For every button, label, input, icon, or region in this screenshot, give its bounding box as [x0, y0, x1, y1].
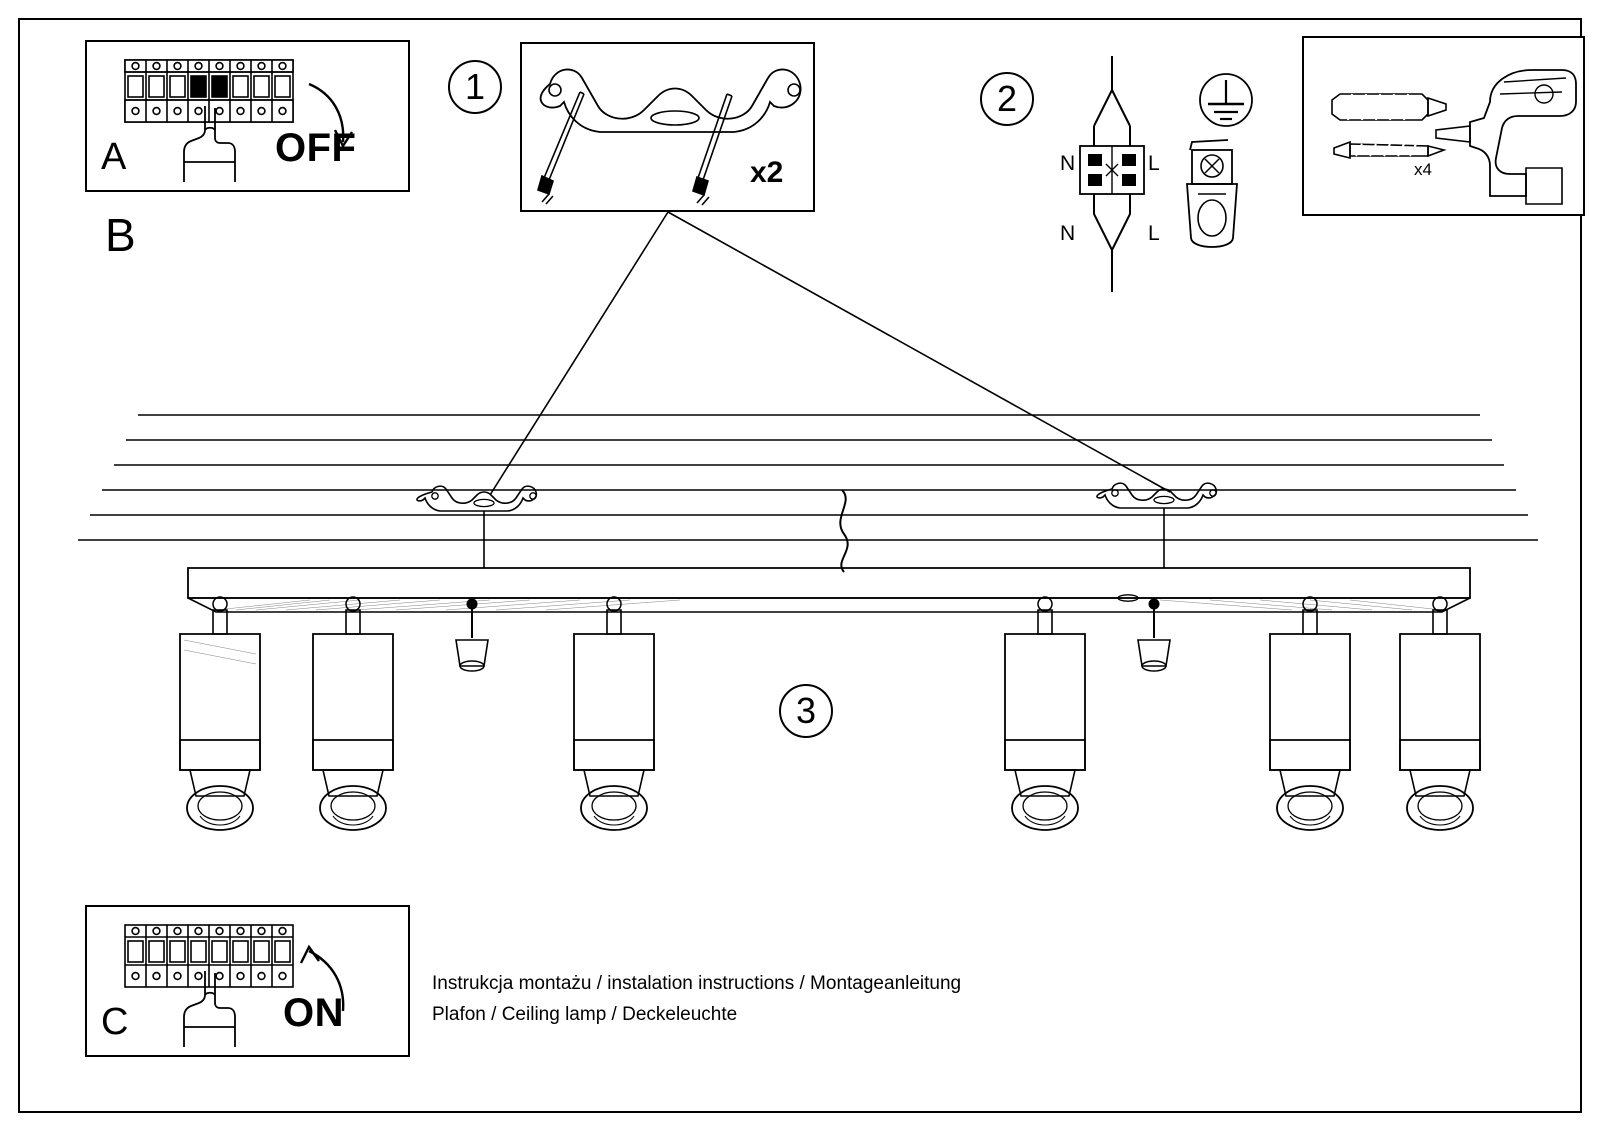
lamp-bar	[188, 568, 1470, 612]
panel-step-1-bracket	[520, 42, 815, 212]
earth-ground-icon	[1200, 74, 1252, 126]
terminal-label-n-top: N	[1060, 152, 1076, 175]
wall-plug-icon	[1332, 94, 1446, 120]
panel-c-switch-on	[85, 905, 410, 1057]
panel-a-switch-off	[85, 40, 410, 192]
panel-a-graphic	[87, 42, 408, 190]
supply-cable	[840, 490, 847, 572]
circuit-breaker-icon	[125, 925, 293, 987]
panel-tools-graphic	[1304, 38, 1583, 214]
spotlight-1	[180, 597, 260, 830]
mounting-bracket-icon	[541, 69, 801, 132]
caption-line-2: Plafon / Ceiling lamp / Deckeleuchte	[432, 1004, 738, 1025]
cable-outlet-right	[1138, 599, 1170, 672]
terminal-label-l-top: L	[1148, 152, 1160, 175]
tools-quantity: x4	[1414, 160, 1432, 179]
ceiling-bar-lamp-assembly	[60, 200, 1540, 880]
terminal-label-l-bottom: L	[1148, 222, 1160, 245]
spotlight-6	[1400, 597, 1480, 830]
spotlight-5	[1270, 597, 1350, 830]
step-3-number: 3	[779, 684, 833, 738]
step-2-number: 2	[980, 72, 1034, 126]
panel-a-letter: A	[101, 136, 127, 178]
cable-outlet-left	[456, 599, 488, 672]
caption-line-1: Instrukcja montażu / instalation instructions / Montageanleitung	[432, 973, 962, 994]
step-1-quantity: x2	[750, 156, 784, 189]
spotlight-3	[574, 597, 654, 830]
screw-icon	[1334, 142, 1444, 158]
ceiling-surface-lines	[78, 415, 1538, 540]
mounting-bracket-right	[1097, 483, 1216, 568]
panel-tools	[1302, 36, 1585, 216]
caption-block	[432, 968, 961, 1030]
panel-c-letter: C	[101, 1001, 129, 1043]
mounting-bracket-left	[417, 486, 536, 568]
spotlight-4	[1005, 597, 1085, 830]
circuit-breaker-icon	[125, 60, 293, 122]
power-drill-icon	[1436, 70, 1576, 204]
panel-a-state-label: OFF	[275, 126, 357, 170]
step-1-number: 1	[448, 60, 502, 114]
panel-c-graphic	[87, 907, 408, 1055]
spotlight-2	[313, 597, 393, 830]
terminal-block-icon	[1080, 146, 1144, 194]
panel-c-state-label: ON	[283, 991, 344, 1035]
leader-lines	[490, 212, 1170, 495]
panel-b-letter: B	[105, 209, 136, 261]
terminal-label-n-bottom: N	[1060, 222, 1076, 245]
